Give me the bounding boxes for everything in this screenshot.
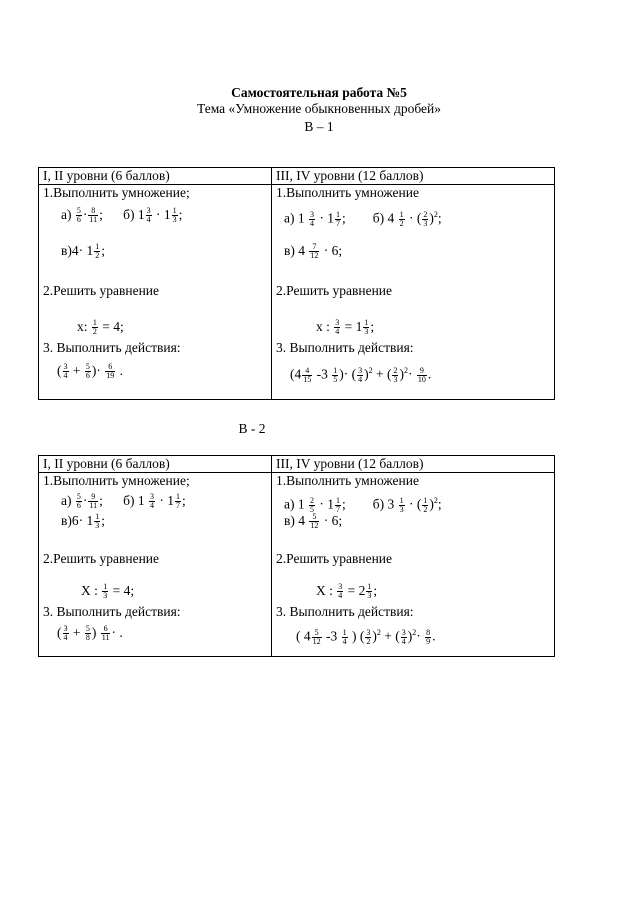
v1-l-task1-a: а) $\frac{5}{6}$ · $\frac{8}{11}$ ; б) 1 $\frac{3}{4}$ · 1 $\frac{1}{3}$ ; xyxy=(61,206,183,225)
v1-l-task3: 3. Выполнить действия: xyxy=(43,340,181,355)
v1-l-equation: х: $\frac{1}{2}$ = 4; xyxy=(77,318,124,337)
v2-l-task2: 2.Решить уравнение xyxy=(43,551,160,566)
topic-line: Тема «Умножение обыкновенных дробей» xyxy=(197,101,441,116)
v1-l-task1: 1.Выполнить умножение; xyxy=(43,185,190,200)
variant-2-label: В - 2 xyxy=(238,421,266,436)
v2-col2-header: III, IV уровни (12 баллов) xyxy=(272,456,555,473)
v1-l-task1-v: в)4· 1 $\frac{1}{2}$ ; xyxy=(61,242,106,261)
v1-l-task3-expr: ( $\frac{3}{4}$ + $\frac{5}{6}$ )· $\frac{6}{19}$ . xyxy=(57,362,123,381)
v1-l-task2: 2.Решить уравнение xyxy=(43,283,160,298)
v1-r-task1-a: а) 1 $\frac{3}{4}$ · 1 $\frac{1}{7}$ ; б) 4 $\frac{1}{2}$ · ( $\frac{2}{3}$ )$^2$; xyxy=(284,209,442,228)
v2-r-task3-expr: ( 4 $\frac{5}{12}$ -3 $\frac{1}{4}$ ) ( $\frac{3}{2}$ )$^2$ + ( $\frac{3}{4}$ )$^2$· $\frac{8}{9}$ . xyxy=(296,627,436,646)
v1-r-equation: х : $\frac{3}{4}$ = 1 $\frac{1}{3}$ ; xyxy=(316,318,375,337)
v2-left-cell xyxy=(39,473,272,657)
v2-l-task1: 1.Выполнить умножение; xyxy=(43,473,190,488)
v1-r-task3: 3. Выполнить действия: xyxy=(276,340,414,355)
v1-left-cell xyxy=(39,185,272,400)
v2-l-task1-a: а) $\frac{5}{6}$ · $\frac{9}{11}$ ; б) 1 $\frac{3}{4}$ · 1 $\frac{1}{7}$ ; xyxy=(61,492,186,511)
page-title: Самостоятельная работа №5 xyxy=(231,85,407,100)
v2-r-task1-v: в) 4 $\frac{5}{12}$ · 6; xyxy=(284,512,343,531)
v2-l-equation: Х : $\frac{1}{3}$ = 4; xyxy=(81,582,135,601)
v2-r-task3: 3. Выполнить действия: xyxy=(276,604,414,619)
v1-col1-header: I, II уровни (6 баллов) xyxy=(39,168,272,185)
v1-r-task2: 2.Решить уравнение xyxy=(276,283,393,298)
v2-r-task2: 2.Решить уравнение xyxy=(276,551,393,566)
v2-l-task1-v: в)6· 1 $\frac{1}{3}$ ; xyxy=(61,512,106,531)
v2-r-task1: 1.Выполнить умножение xyxy=(276,473,419,488)
v1-r-task1: 1.Выполнить умножение xyxy=(276,185,419,200)
v2-col1-header: I, II уровни (6 баллов) xyxy=(39,456,272,473)
v2-r-task1-a: а) 1 $\frac{2}{5}$ · 1 $\frac{1}{7}$ ; б) 3 $\frac{1}{3}$ · ( $\frac{1}{2}$ )$^2$; xyxy=(284,495,442,514)
variant-1-table xyxy=(38,167,555,400)
v1-col2-header: III, IV уровни (12 баллов) xyxy=(272,168,555,185)
v1-r-task1-v: в) 4 $\frac{7}{12}$ · 6; xyxy=(284,242,343,261)
v1-r-task3-expr: (4 $\frac{4}{15}$ -3 $\frac{1}{5}$ )· ( $\frac{3}{4}$ )$^2$ + ( $\frac{2}{3}$ )$^2$· $\frac{9}{10}$ . xyxy=(290,365,432,384)
v1-right-cell xyxy=(272,185,555,400)
v2-r-equation: Х : $\frac{3}{4}$ = 2 $\frac{1}{3}$ ; xyxy=(316,582,378,601)
variant-2-table xyxy=(38,455,555,657)
variant-1-label: В – 1 xyxy=(304,119,334,134)
v2-l-task3-expr: ( $\frac{3}{4}$ + $\frac{5}{8}$ ) $\frac{6}{11}$ · . xyxy=(57,624,123,643)
v2-l-task3: 3. Выполнить действия: xyxy=(43,604,181,619)
v2-right-cell xyxy=(272,473,555,657)
